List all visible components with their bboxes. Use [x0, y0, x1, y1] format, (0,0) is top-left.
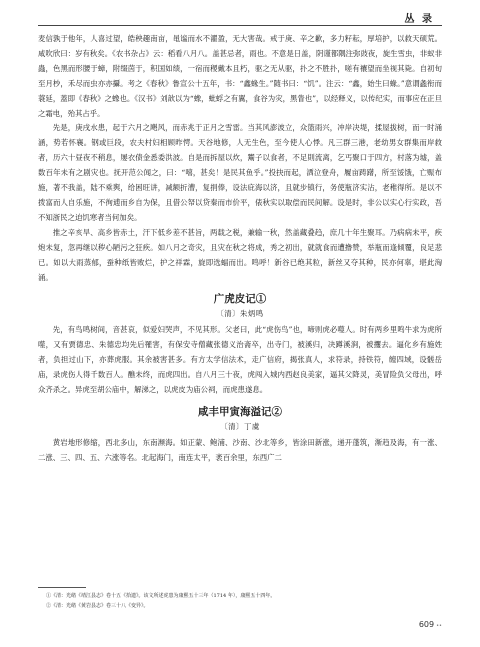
- page-number-value: 609: [418, 620, 435, 629]
- running-header: 丛 录: [404, 14, 434, 25]
- paragraph: 麦信孰于他年，人喜过望，皓秧趣南亩，黾谧而水不濯盈，无大害哉。戒于庚、辛之歉，多力籽耘，厚培护，以救天硕荒。咸吹欣曰：岁有秋矣。《农书杂占》云：稻看八月八。盖甚忌者，雨也。不意是日盖，阴谨都隅注弥豉夜，旋生雪虫，非蚁非蟲，色黑而形腰于蟑，附缀茵于，积国如绩，一宿而稷戴本且朽，驱之无从驱，扑之不胜扑，嗟有禳望而坐视其毙。自初旬至月杪，禾尽而虫亦亦攝。考之《春秋》鲁宣公十五年，书：“鑫蝝生。”随书曰：“饥”。注云：“鑫，始生曰蝝。”意谓螽衔而蓑延，蓋即《春秋》之蟓也。《汉书》刘歆以为“蟓，蚍蜉之有翼，食谷为灾，黑眚也”，以经释义，以传纪实，而事应在正旦之霜电，殆其占乎。: [38, 34, 442, 118]
- footnote: ①《清：光绪《靖江县志》卷十五《拾遗》。该文所述虎患为康熙五十三年（1714 年），康熙五十四年。: [46, 593, 276, 599]
- footnote: ②《清：光绪《黄岩县志》卷三十八《变异》。: [46, 603, 149, 609]
- paragraph: 黄岩地形修缩，西北多山，东南濒海。如正蒙、鲍浦、沙南、沙北等乡，皆涂田新涨，递开蓬筑，渐趋及海，有一涨、二涨、三、四、五、六涨等名。北起海门，南连太平，袤百余里，东西广二: [38, 437, 442, 462]
- paragraph: 推之辛亥旱、高乡皆赤土，汗下低乡差不甚旨，两载之税，兼输一秋，然盖藏叠趋，庶几十年生聚耳。乃病病未平，疾炮未复，忽再继以秽心陋污之狂疾。如八月之奇灾，且灾在秋之将成，秀之初出，就就食而遭撸赞，举瓶而逢倾覆，良足悲已。如以大雨蒸郁，蚕种纸皆败烂，护之祥霖，旋即选蝠而出。鸣呼！新谷已绝其粒，新丝又夺其种，民亦何辜，堪此洶涌。: [38, 227, 442, 282]
- footnotes: [46, 591, 442, 611]
- section-author: 〔清〕朱炳鸣: [216, 309, 264, 319]
- main-text: [38, 32, 442, 466]
- section-title: 广虎皮记①: [213, 293, 267, 306]
- paragraph: 先，有鸟鸣树间，音甚哀，似爱妇哭声，不见其形。父老曰，此“虎伤鸟”也，啼则虎必噬人。时有两乡里鸣牛求为虎所噬，又有贾德忠、朱德忠均先后罹害，有保安寺僧藏张德义治斋卒，出寺门，被溪归，决蹲溪涧，被攫去。逼化乡有施姓者，负担过山下，亦葬虎服。其余被害甚多。有方太学信法术，走广信府，揭张真人，求符录，持铁符，缠四域，设髊岳庙，录虎伤人得千数百人。醮未终，而虎四出。自八月三十夜，虎闯入城内西赵良美家，逼其父降灵，美冒险负父母出，呼众齐杀之。异虎至胡公庙中，解涕之，以虎皮为庙公祠，而虎患遂息。: [38, 325, 442, 395]
- page-number: [419, 620, 442, 629]
- section-title: 咸丰甲寅海溢记②: [198, 405, 282, 418]
- header-rule: [38, 25, 442, 26]
- paragraph: 先是，庚戌水患，起于六月之飓风，而赤兆于正月之雪雷。当其风澎波立，众篮雨兴，冲岸决堤，揉屋拔树，而一时涌涵，势若怀襄。钢或巨段，农夫村妇相顾昨愕。天谷地修，人无生色，至今使人心悸。凡三群三港，老幼男女群集而岸救者，历六十昼夜不稍息，屡衣债金悉委洪波。自是而拆屋以炊，鬻子以食者，不足則流离，乞丐聚口于四方，村落为墟，盖数百年未有之剧灾也。抚开范公闻之，曰：“嘻，甚矣！是民其鱼乎。”投抉而起，洒泣登舟，履亩踌躇，所至馁饿，亡赈布施，著不我盖，陆不乘舆，给困旺讲，减额折漕，复捐俸，设法庇海以济，且就步镇行，务使瓶济实沾，老稚得所。是以不拨富而人自乐施，不徇逋而乡自为保，且借公帑以贷秦而市价平，俵秋实以取偿而民间解。设是时，非公以实心行实政，吾不知浙民之迫饥寒者当何加矣。: [38, 123, 442, 222]
- section-author: 〔清〕丁虞: [220, 421, 260, 431]
- page-number-mark: ••: [436, 623, 442, 629]
- footnote-rule: [38, 587, 86, 588]
